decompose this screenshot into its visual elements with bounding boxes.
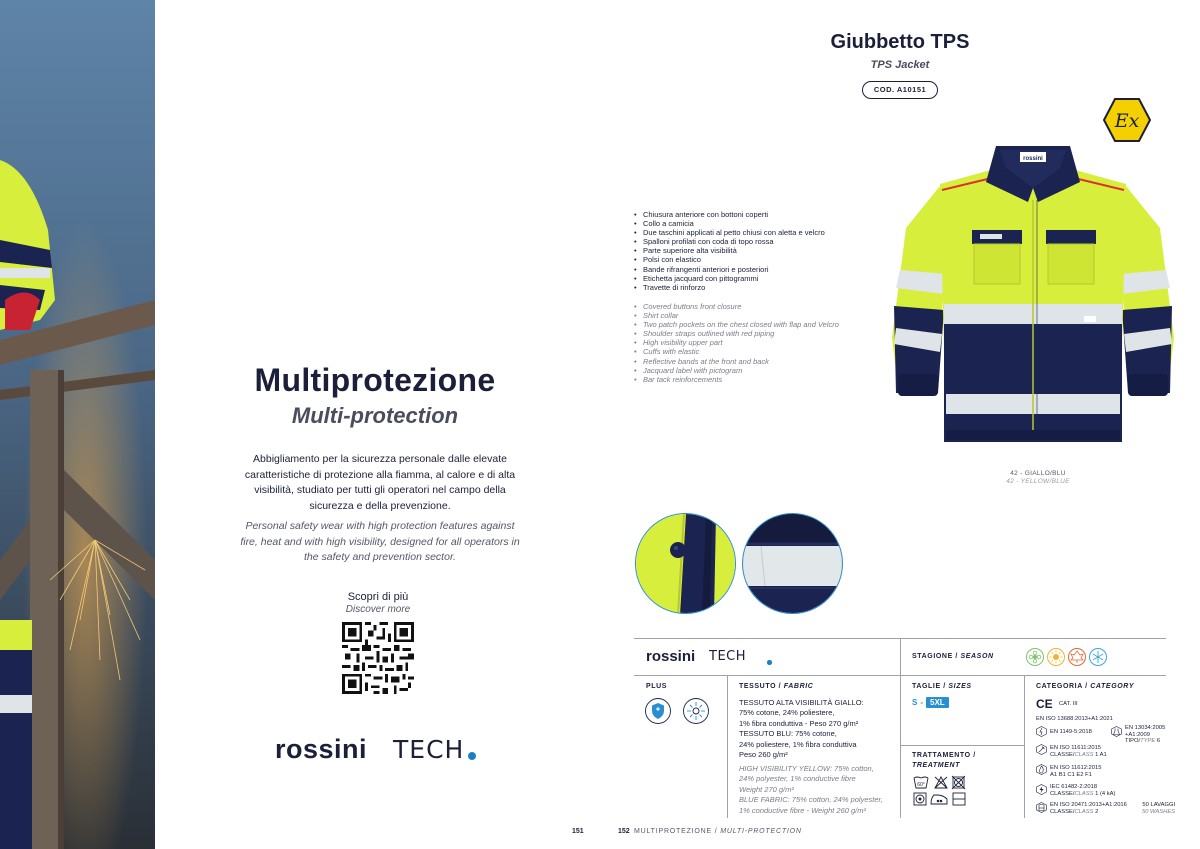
iron-icon bbox=[931, 795, 947, 804]
feature-item: • Chiusura anteriore con bottoni coperti bbox=[634, 210, 904, 219]
treatment-label: TRATTAMENTO / TREATMENT bbox=[912, 752, 976, 769]
brand-logo-bold: rossini bbox=[275, 734, 368, 764]
feature-item: • Travette di rinforzo bbox=[634, 283, 904, 292]
fabric-line: 1% fibra conduttiva - Peso 270 g/m² bbox=[739, 718, 859, 728]
spec-brand-light: TECH bbox=[709, 649, 747, 664]
product-subtitle: TPS Jacket bbox=[870, 59, 930, 71]
category-label: CATEGORIA / CATEGORY bbox=[1036, 683, 1135, 690]
size-dash: - bbox=[920, 698, 924, 707]
washes-count: 50 LAVAGGI 50 WASHES bbox=[1142, 802, 1176, 815]
feature-item-en: • Shoulder straps outlined with red piping bbox=[634, 329, 904, 338]
feature-item-en: • Jacquard label with pictogram bbox=[634, 366, 904, 375]
brand-logo bbox=[275, 734, 485, 768]
cat-level: CAT. III bbox=[1059, 701, 1078, 707]
antistatic-shield-icon bbox=[646, 699, 671, 724]
antistatic-cert-icon bbox=[1036, 726, 1047, 737]
section-subtitle: Multi-protection bbox=[291, 403, 459, 428]
summer-icon bbox=[1048, 649, 1065, 666]
page-number-right: 152 bbox=[618, 828, 630, 835]
cert-en-iso-13688: EN ISO 13688:2013+A1:2021 bbox=[1036, 716, 1113, 722]
welding-cert-icon bbox=[1036, 744, 1047, 755]
feature-item: • Collo a camicia bbox=[634, 219, 904, 228]
chemical-cert-icon bbox=[1111, 726, 1122, 737]
color-code-en: 42 - YELLOW/BLUE bbox=[1006, 478, 1070, 485]
autumn-icon bbox=[1069, 649, 1086, 666]
wash-60-icon bbox=[914, 777, 928, 788]
fabric-description-en bbox=[739, 764, 901, 816]
sizes-label: TAGLIE / SIZES bbox=[912, 683, 972, 690]
footer-section-en: MULTI-PROTECTION bbox=[720, 828, 802, 835]
footer-section: MULTIPROTEZIONE bbox=[634, 828, 712, 835]
cert-en-1149: EN 1149-5:2018 bbox=[1050, 729, 1092, 735]
no-bleach-icon bbox=[935, 777, 947, 788]
atex-ex-label: Ex bbox=[1114, 110, 1140, 132]
fabric-description-it bbox=[739, 698, 901, 760]
feature-item-en: • Cuffs with elastic bbox=[634, 347, 904, 356]
features-list-it bbox=[634, 210, 904, 292]
cert-en-iso-11611: EN ISO 11611:2015 CLASSE/CLASS 1 A1 bbox=[1050, 745, 1107, 758]
feature-item-en: • High visibility upper part bbox=[634, 338, 904, 347]
fabric-line: Peso 260 g/m² bbox=[739, 750, 788, 760]
cert-en-iso-11612: EN ISO 11612:2015 A1 B1 C1 E2 F1 bbox=[1050, 765, 1102, 778]
brand-logo-dot bbox=[468, 752, 476, 760]
feature-item: • Etichetta jacquard con pittogrammi bbox=[634, 274, 904, 283]
detail-button-closeup bbox=[635, 513, 736, 614]
page-number-left: 151 bbox=[572, 828, 584, 835]
wash-temp: 60° bbox=[917, 782, 925, 788]
electric-arc-cert-icon bbox=[1036, 784, 1047, 795]
size-from: S bbox=[912, 698, 918, 707]
feature-item-en: • Shirt collar bbox=[634, 311, 904, 320]
feature-item-en: • Two patch pockets on the chest closed with flap and Velcro bbox=[634, 320, 904, 329]
feature-item-en: • Reflective bands at the front and back bbox=[634, 357, 904, 366]
product-code: COD. A10151 bbox=[862, 81, 938, 99]
fabric-line-en: 1% conductive fibre - Weight 260 g/m² bbox=[739, 805, 867, 815]
fabric-line-en: BLUE FABRIC: 75% cotton, 24% polyester, bbox=[739, 795, 883, 805]
high-visibility-icon bbox=[684, 699, 709, 724]
jacket-brand-label: rossini bbox=[1023, 156, 1043, 162]
cert-iec-61482: IEC 61482-2:2018 CLASSE/CLASS 1 (4 kA) bbox=[1050, 784, 1116, 797]
footer-slash: / bbox=[714, 828, 718, 835]
care-icons bbox=[913, 774, 971, 808]
spec-table bbox=[634, 638, 1176, 818]
feature-item: • Bande rifrangenti anteriori e posteriori bbox=[634, 265, 904, 274]
jacket-image bbox=[888, 138, 1178, 468]
fabric-line-en: 24% polyester, 1% conductive fibre bbox=[739, 774, 856, 784]
workshop-photo bbox=[0, 0, 155, 849]
spec-brand-dot bbox=[767, 660, 772, 665]
atex-ex-icon bbox=[1103, 98, 1151, 142]
color-code: 42 - GIALLO/BLU bbox=[1010, 470, 1066, 477]
flame-cert-icon bbox=[1036, 764, 1047, 775]
winter-icon bbox=[1090, 649, 1107, 666]
fabric-line: 75% cotone, 24% poliestere, bbox=[739, 708, 835, 718]
section-title: Multiprotezione bbox=[254, 362, 496, 398]
feature-item: • Polsi con elastico bbox=[634, 255, 904, 264]
feature-item-en: • Bar tack reinforcements bbox=[634, 375, 904, 384]
qr-code[interactable] bbox=[342, 622, 414, 694]
cert-en-13034: EN 13034:2005 +A1:2009 TIPO/TYPE 6 bbox=[1125, 725, 1166, 745]
line-dry-icon bbox=[953, 793, 965, 805]
divider bbox=[1024, 675, 1025, 818]
feature-item: • Parte superiore alta visibilità bbox=[634, 246, 904, 255]
spec-brand-bold: rossini bbox=[646, 648, 696, 665]
fabric-line: TESSUTO BLU: 75% cotone, bbox=[739, 729, 837, 739]
no-tumble-dry-icon bbox=[952, 776, 965, 789]
intro-text-en: Personal safety wear with high protection features against fire, heat and with high visibility, designed for all operators in the safety and prevention sector. bbox=[240, 520, 520, 563]
high-visibility-cert-icon bbox=[1036, 802, 1047, 813]
features-list-en bbox=[634, 302, 904, 384]
season-icons bbox=[1025, 647, 1109, 667]
fabric-line: 24% poliestere, 1% fibra conduttiva bbox=[739, 739, 857, 749]
size-range bbox=[912, 697, 949, 708]
feature-item-en: • Covered buttons front closure bbox=[634, 302, 904, 311]
season-label: STAGIONE / SEASON bbox=[912, 653, 994, 660]
fabric-line-en: Weight 270 g/m² bbox=[739, 784, 794, 794]
detail-reflective-band-closeup bbox=[742, 513, 843, 614]
intro-text-it: Abbigliamento per la sicurezza personale dalle elevate caratteristiche di protezione alla fiamma, al calore e di alta visibilità, studiato per tutti gli operatori nel campo della sicurezza e della prevenzione. bbox=[244, 453, 516, 512]
cert-en-iso-20471: EN ISO 20471:2013+A1:2016 CLASSE/CLASS 2 bbox=[1050, 802, 1127, 815]
footer-section-label bbox=[634, 828, 802, 835]
fabric-line-en: HIGH VISIBILITY YELLOW: 75% cotton, bbox=[739, 764, 874, 773]
spring-icon bbox=[1027, 649, 1044, 666]
ce-mark: CE bbox=[1036, 697, 1053, 711]
dry-clean-icon bbox=[914, 793, 926, 805]
plus-icons bbox=[645, 697, 711, 725]
fabric-label: TESSUTO / FABRIC bbox=[739, 683, 814, 690]
discover-more-label: Scopri di più bbox=[347, 591, 409, 603]
product-title: Giubbetto TPS bbox=[830, 31, 970, 53]
plus-label: PLUS bbox=[646, 683, 668, 690]
divider bbox=[727, 675, 728, 818]
feature-item: • Spalloni profilati con coda di topo rossa bbox=[634, 237, 904, 246]
feature-item: • Due taschini applicati al petto chiusi con aletta e velcro bbox=[634, 228, 904, 237]
discover-more-label-en: Discover more bbox=[345, 604, 411, 615]
fabric-line: TESSUTO ALTA VISIBILITÀ GIALLO: bbox=[739, 698, 864, 707]
size-to: 5XL bbox=[926, 697, 949, 708]
brand-logo-light: TECH bbox=[393, 735, 465, 764]
divider bbox=[900, 745, 1024, 746]
